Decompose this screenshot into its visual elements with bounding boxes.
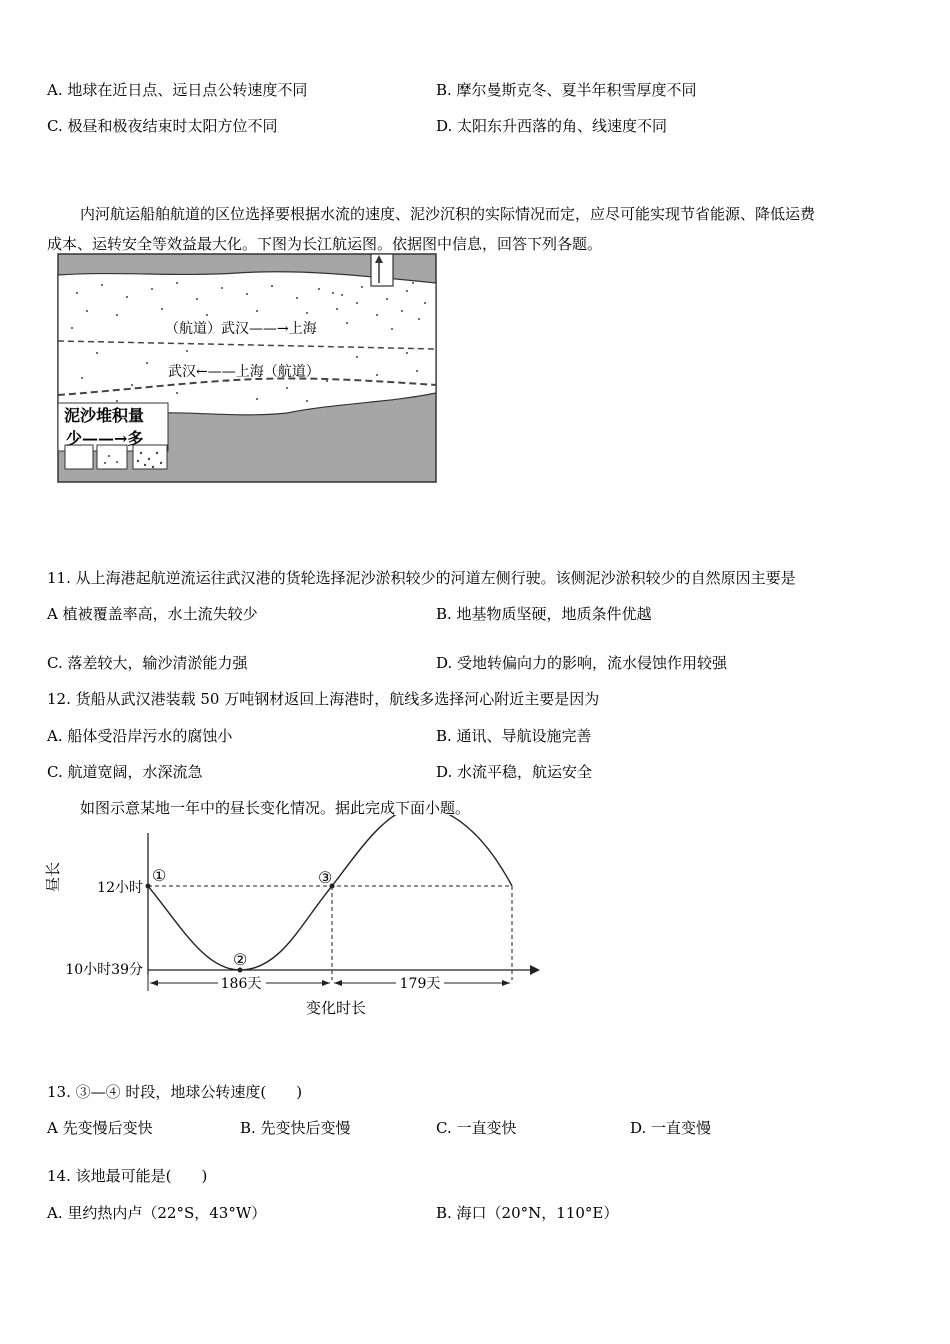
q12-stem: 12. 货船从武汉港装载 50 万吨钢材返回上海港时，航线多选择河心附近主要是因为: [47, 690, 600, 708]
q13-option-b: B. 先变快后变慢: [240, 1119, 351, 1137]
q10-option-c: C. 极昼和极夜结束时太阳方位不同: [47, 117, 278, 135]
q12-option-b: B. 通讯、导航设施完善: [436, 727, 592, 745]
q11-option-a: A 植被覆盖率高，水土流失较少: [47, 605, 258, 623]
q14-option-b: B. 海口（20°N，110°E）: [436, 1204, 619, 1222]
y-axis-title: 昼长: [44, 861, 62, 893]
daylength-chart: [40, 815, 560, 1025]
q12-option-c: C. 航道宽阔，水深流急: [47, 763, 203, 781]
q11-option-d: D. 受地转偏向力的影响，流水侵蚀作用较强: [436, 654, 728, 672]
river-intro-line2: 成本、运转安全等效益最大化。下图为长江航运图。依据图中信息，回答下列各题。: [47, 235, 603, 253]
q10-option-a: A. 地球在近日点、远日点公转速度不同: [47, 81, 308, 99]
q13-option-a: A 先变慢后变快: [47, 1119, 153, 1137]
daylength-curve: [148, 815, 512, 970]
interval1-label: 186天: [220, 976, 262, 992]
q12-option-d: D. 水流平稳，航运安全: [436, 763, 593, 781]
y-tick-12h: 12小时: [97, 880, 143, 896]
y-tick-min: 10小时39分: [65, 962, 143, 978]
q14-option-a: A. 里约热内卢（22°S，43°W）: [47, 1204, 267, 1222]
legend-scale: 少——→多: [66, 429, 144, 448]
route-lower-label: 武汉←——上海（航道）: [168, 364, 320, 380]
river-intro-line1: 内河航运船舶航道的区位选择要根据水流的速度、泥沙沉积的实际情况而定，应尽可能实现节省能源、降低运费: [80, 205, 816, 223]
q13-option-c: C. 一直变快: [436, 1119, 517, 1137]
q10-option-d: D. 太阳东升西落的角、线速度不同: [436, 117, 668, 135]
point2-label: ②: [233, 950, 248, 969]
daylength-intro: 如图示意某地一年中的昼长变化情况。据此完成下面小题。: [80, 799, 471, 817]
point1-label: ①: [152, 866, 167, 885]
x-axis-arrow: [530, 965, 540, 975]
q10-option-b: B. 摩尔曼斯克冬、夏半年积雪厚度不同: [436, 81, 697, 99]
legend-title: 泥沙堆积量: [64, 406, 145, 425]
q12-option-a: A. 船体受沿岸污水的腐蚀小: [47, 727, 233, 745]
point1-dot: [146, 884, 151, 889]
q11-stem: 11. 从上海港起航逆流运往武汉港的货轮选择泥沙淤积较少的河道左侧行驶。该侧泥沙淤积较少的自然原因主要是: [47, 569, 796, 587]
q14-stem: 14. 该地最可能是( ): [47, 1167, 208, 1185]
q13-stem: 13. ③—④ 时段，地球公转速度( ): [47, 1083, 303, 1101]
q11-option-b: B. 地基物质坚硬，地质条件优越: [436, 605, 652, 623]
interval2-label: 179天: [399, 976, 441, 992]
point3-label: ③: [318, 868, 333, 887]
q13-option-d: D. 一直变慢: [630, 1119, 712, 1137]
route-upper-label: （航道）武汉——→上海: [165, 321, 317, 337]
q11-option-c: C. 落差较大，输沙清淤能力强: [47, 654, 248, 672]
x-axis-title: 变化时长: [305, 999, 367, 1017]
